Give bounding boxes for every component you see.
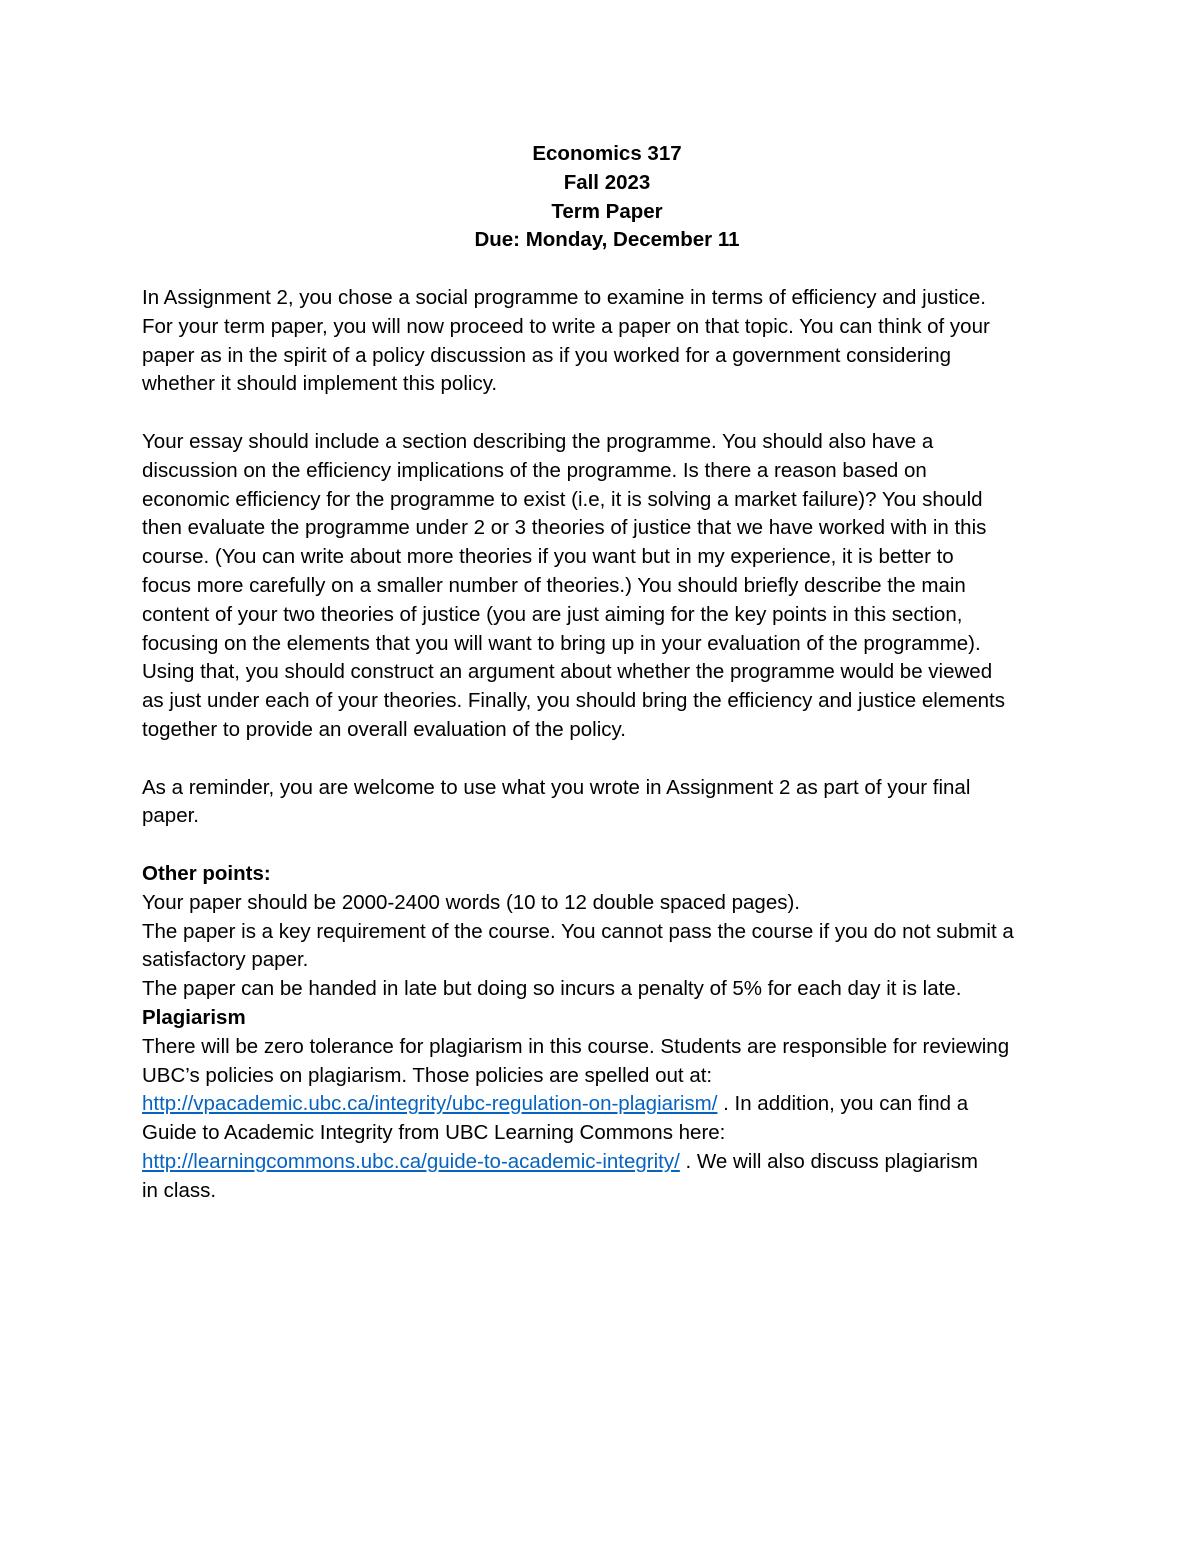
spacer	[142, 831, 1072, 860]
document-header	[142, 140, 1072, 255]
spacer	[142, 745, 1072, 774]
plagiarism-text-line: There will be zero tolerance for plagiarism in this course. Students are responsible for reviewing	[142, 1034, 1010, 1058]
text-line: Your essay should include a section describing the programme. You should also have a	[142, 429, 934, 453]
text-line: economic efficiency for the programme to exist (i.e, it is solving a market failure)? You should	[142, 487, 983, 511]
other-points-heading: Other points:	[142, 861, 271, 885]
text-line: focus more carefully on a smaller number of theories.) You should briefly describe the main	[142, 573, 966, 597]
plagiarism-section	[142, 1004, 1072, 1206]
intro-paragraph	[142, 284, 1072, 399]
text-line: As a reminder, you are welcome to use what you wrote in Assignment 2 as part of your final	[142, 775, 971, 799]
text-line: focusing on the elements that you will want to bring up in your evaluation of the programme).	[142, 631, 981, 655]
text-line: together to provide an overall evaluation of the policy.	[142, 717, 626, 741]
other-point-line: satisfactory paper.	[142, 948, 309, 972]
other-point-line: The paper can be handed in late but doing so incurs a penalty of 5% for each day it is late.	[142, 977, 962, 1001]
plagiarism-heading: Plagiarism	[142, 1005, 246, 1029]
reminder-paragraph	[142, 774, 1072, 832]
ubc-plagiarism-regulation-link[interactable]: http://vpacademic.ubc.ca/integrity/ubc-regulation-on-plagiarism/	[142, 1092, 718, 1116]
plagiarism-link-line	[142, 1090, 1072, 1119]
text-line: course. (You can write about more theories if you want but in my experience, it is better to	[142, 545, 954, 569]
academic-integrity-guide-link[interactable]: http://learningcommons.ubc.ca/guide-to-academic-integrity/	[142, 1149, 680, 1173]
essay-paragraph	[142, 428, 1072, 745]
text-line: then evaluate the programme under 2 or 3 theories of justice that we have worked with in this	[142, 516, 987, 540]
plagiarism-link-line	[142, 1148, 1072, 1177]
other-point-line: The paper is a key requirement of the course. You cannot pass the course if you do not submit a	[142, 919, 1014, 943]
plagiarism-text-line: UBC’s policies on plagiarism. Those policies are spelled out at:	[142, 1063, 713, 1087]
plagiarism-text-line: in class.	[142, 1178, 217, 1202]
text-line: In Assignment 2, you chose a social programme to examine in terms of efficiency and justice.	[142, 285, 986, 309]
spacer	[142, 399, 1072, 428]
text-line: paper.	[142, 804, 199, 828]
text-line: For your term paper, you will now proceed to write a paper on that topic. You can think of your	[142, 314, 990, 338]
text-line: discussion on the efficiency implications of the programme. Is there a reason based on	[142, 458, 927, 482]
plagiarism-text: . We will also discuss plagiarism	[679, 1149, 978, 1173]
text-line: whether it should implement this policy.	[142, 372, 498, 396]
other-points-section	[142, 860, 1072, 1004]
term-label: Fall 2023	[563, 170, 651, 194]
text-line: content of your two theories of justice (you are just aiming for the key points in this section,	[142, 602, 963, 626]
document-title: Term Paper	[551, 199, 663, 223]
plagiarism-text-line: Guide to Academic Integrity from UBC Learning Commons here:	[142, 1121, 726, 1145]
course-title: Economics 317	[532, 142, 682, 165]
text-line: Using that, you should construct an argument about whether the programme would be viewed	[142, 660, 993, 684]
other-point-line: Your paper should be 2000-2400 words (10 to 12 double spaced pages).	[142, 890, 801, 914]
text-line: as just under each of your theories. Finally, you should bring the efficiency and justice elements	[142, 689, 1006, 713]
plagiarism-text: . In addition, you can find a	[717, 1092, 969, 1116]
text-line: paper as in the spirit of a policy discussion as if you worked for a government considering	[142, 343, 952, 367]
spacer	[142, 255, 1072, 284]
document-page	[142, 140, 1072, 1205]
due-date: Due: Monday, December 11	[474, 228, 740, 252]
